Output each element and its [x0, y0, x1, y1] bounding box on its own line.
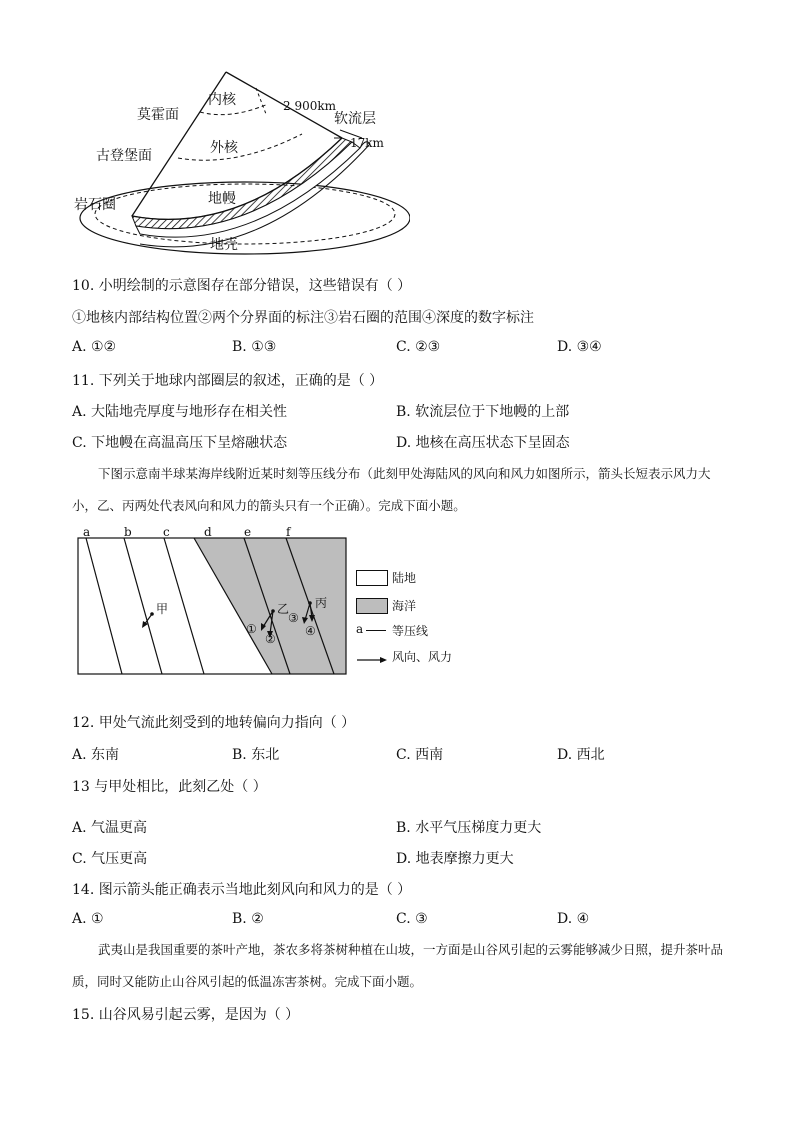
- q12-option-a[interactable]: A. 东南: [72, 747, 120, 763]
- intro-paragraph-wuyishan: 武夷山是我国重要的茶叶产地，茶农多将茶树种植在山坡，一方面是山谷风引起的云雾能够减少日照，提升茶叶品质，同时又能防止山谷风引起的低温冻害茶树。完成下面小题。: [72, 942, 724, 989]
- intro-paragraph-isobar: 下图示意南半球某海岸线附近某时刻等压线分布（此刻甲处海陆风的风向和风力如图所示，箭头长短表示风力大小，乙、丙两处代表风向和风力的箭头只有一个正确）。完成下面小题。: [72, 466, 711, 513]
- isobar-label-c: c: [163, 525, 170, 539]
- q14-option-a[interactable]: A. ①: [72, 911, 104, 927]
- point-label-bing: 丙: [315, 596, 328, 610]
- q14-option-c[interactable]: C. ③: [396, 911, 428, 927]
- isobar-label-e: e: [244, 525, 252, 539]
- arrow-label-4: ④: [305, 624, 316, 638]
- legend-arrow-label: 风向、风力: [392, 650, 453, 664]
- q11-option-d[interactable]: D. 地核在高压状态下呈固态: [396, 435, 570, 451]
- isobar-label-a: a: [83, 525, 91, 539]
- q10-option-c[interactable]: C. ②③: [396, 339, 441, 355]
- q13-option-c[interactable]: C. 气压更高: [72, 851, 148, 867]
- legend-sea-swatch: [356, 598, 388, 614]
- point-label-jia: 甲: [156, 602, 169, 616]
- legend-isobar-letter: a: [356, 622, 364, 636]
- question-10-stem: 10. 小明绘制的示意图存在部分错误，这些错误有（ ）: [72, 278, 412, 294]
- earth-structure-figure: [70, 68, 410, 263]
- legend-arrow-icon: [356, 650, 388, 669]
- question-10-items: ①地核内部结构位置②两个分界面的标注③岩石圈的范围④深度的数字标注: [72, 310, 534, 326]
- q12-option-b[interactable]: B. 东北: [232, 747, 280, 763]
- q11-option-a[interactable]: A. 大陆地壳厚度与地形存在相关性: [72, 404, 288, 420]
- q13-option-a[interactable]: A. 气温更高: [72, 820, 148, 836]
- q14-option-b[interactable]: B. ②: [232, 911, 264, 927]
- q10-option-d[interactable]: D. ③④: [557, 339, 602, 355]
- legend-isobar-line: [366, 630, 386, 631]
- q12-option-c[interactable]: C. 西南: [396, 747, 444, 763]
- legend-isobar-label: 等压线: [392, 624, 429, 638]
- q14-option-d[interactable]: D. ④: [557, 911, 590, 927]
- question-12-stem: 12. 甲处气流此刻受到的地转偏向力指向（ ）: [72, 715, 356, 731]
- arrow-label-2: ②: [265, 632, 276, 646]
- isobar-label-f: f: [286, 525, 291, 539]
- point-label-yi: 乙: [277, 602, 290, 616]
- label-asthenosphere: 软流层: [334, 111, 376, 127]
- q11-option-b[interactable]: B. 软流层位于下地幔的上部: [396, 404, 570, 420]
- q10-option-a[interactable]: A. ①②: [72, 339, 117, 355]
- q12-option-d[interactable]: D. 西北: [557, 747, 605, 763]
- q10-option-b[interactable]: B. ①③: [232, 339, 277, 355]
- label-moho: 莫霍面: [137, 107, 179, 123]
- question-14-stem: 14. 图示箭头能正确表示当地此刻风向和风力的是（ ）: [72, 882, 412, 898]
- arrow-label-3: ③: [288, 611, 299, 625]
- label-crust: 地壳: [210, 237, 238, 253]
- label-lithosphere: 岩石圈: [74, 197, 116, 213]
- label-mantle: 地幔: [208, 191, 236, 207]
- label-outer-core: 外核: [210, 140, 238, 156]
- legend-land-swatch: [356, 570, 388, 586]
- legend-land-label: 陆地: [392, 571, 417, 585]
- earth-structure-diagram: [70, 68, 410, 263]
- question-11-stem: 11. 下列关于地球内部圈层的叙述，正确的是（ ）: [72, 373, 384, 389]
- question-13-stem: 13 与甲处相比，此刻乙处（ ）: [72, 779, 267, 795]
- q13-option-d[interactable]: D. 地表摩擦力更大: [396, 851, 514, 867]
- arrow-label-1: ①: [246, 622, 257, 636]
- label-depth-2900: 2 900km: [283, 99, 337, 113]
- question-15-stem: 15. 山谷风易引起云雾，是因为（ ）: [72, 1007, 300, 1023]
- q11-option-c[interactable]: C. 下地幔在高温高压下呈熔融状态: [72, 435, 288, 451]
- label-depth-17: 17km: [350, 136, 384, 150]
- legend-sea-label: 海洋: [392, 599, 417, 613]
- label-inner-core: 内核: [208, 92, 236, 108]
- isobar-label-d: d: [204, 525, 212, 539]
- label-gutenberg: 古登堡面: [96, 148, 152, 164]
- isobar-label-b: b: [124, 525, 132, 539]
- q13-option-b[interactable]: B. 水平气压梯度力更大: [396, 820, 542, 836]
